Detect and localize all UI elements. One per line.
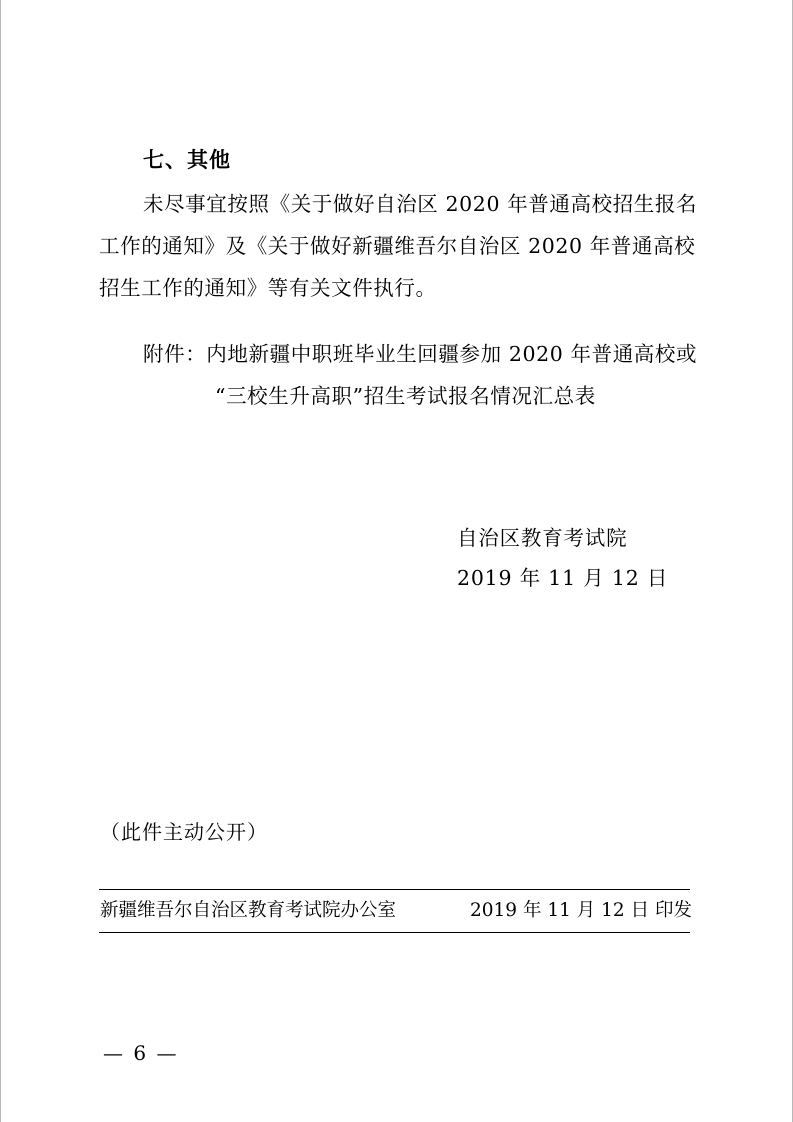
signature-block: [457, 518, 668, 598]
paragraph-line-2: 工作的通知》及《关于做好新疆维吾尔自治区 2020 年普通高校: [99, 234, 696, 258]
page-border-left: [0, 0, 1, 1122]
imprint-date: 2019 年 11 月 12 日 印发: [470, 900, 692, 921]
signature-date: 2019 年 11 月 12 日: [457, 566, 669, 590]
imprint-office: 新疆维吾尔自治区教育考试院办公室: [100, 900, 397, 921]
page-number: — 6 —: [103, 1041, 179, 1065]
paragraph-line-1: 未尽事宜按照《关于做好自治区 2020 年普通高校招生报名: [143, 192, 698, 216]
imprint-bottom-rule: [99, 932, 690, 933]
signature-organization: 自治区教育考试院: [457, 526, 628, 550]
attachment-line-2: “三校生升高职”招生考试报名情况汇总表: [215, 384, 596, 408]
paragraph-line-3: 招生工作的通知》等有关文件执行。: [99, 276, 437, 300]
attachment-line-1: 附件：内地新疆中职班毕业生回疆参加 2020 年普通高校或: [143, 342, 698, 366]
imprint-line: [100, 890, 692, 932]
disclosure-note: （此件主动公开）: [100, 820, 268, 844]
attachment-note: [143, 333, 697, 417]
section-paragraph: [99, 183, 699, 309]
section-heading: 七、其他: [143, 148, 231, 172]
